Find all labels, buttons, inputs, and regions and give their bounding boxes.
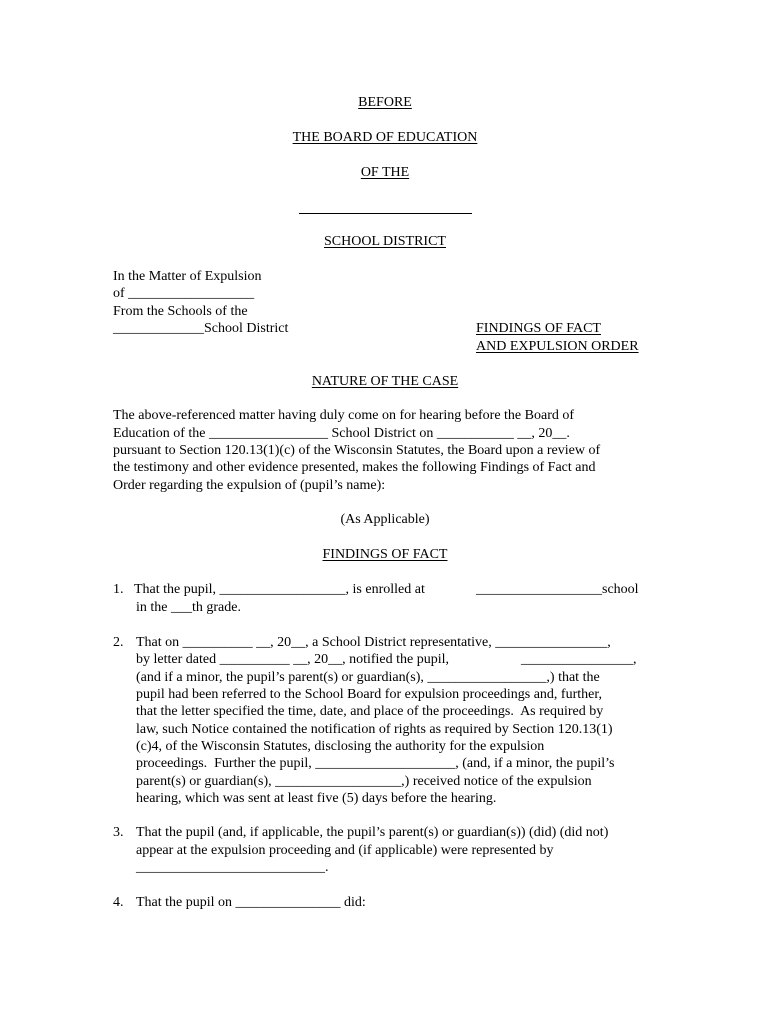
district-name-blank-line <box>299 213 472 214</box>
item-line: That the pupil (and, if applicable, the pupil’s parent(s) or guardian(s)) (did) (did not) <box>136 825 609 840</box>
nature-line: Education of the _________________ School District on ___________ __, 20__. <box>113 426 570 441</box>
findings-title-line-1: FINDINGS OF FACT <box>476 321 601 336</box>
nature-line: The above-referenced matter having duly come on for hearing before the Board of <box>113 408 575 423</box>
nature-line: the testimony and other evidence presented, makes the following Findings of Fact and <box>113 460 596 475</box>
findings-of-fact-heading: FINDINGS OF FACT <box>322 547 448 562</box>
matter-line-4: _____________School District <box>113 321 289 336</box>
item-line: (and if a minor, the pupil’s parent(s) or guardian(s), _________________,) that the <box>136 670 600 685</box>
item-line: (c)4, of the Wisconsin Statutes, disclosing the authority for the expulsion <box>136 739 545 754</box>
item-number: 2. <box>113 635 124 650</box>
item-line: __________________school <box>476 582 639 597</box>
item-line: That the pupil, __________________, is enrolled at <box>134 582 425 597</box>
item-line: hearing, which was sent at least five (5) days before the hearing. <box>136 791 497 806</box>
heading-before: BEFORE <box>358 95 412 110</box>
matter-line-3: From the Schools of the <box>113 304 248 319</box>
as-applicable-note: (As Applicable) <box>340 512 430 527</box>
item-number: 3. <box>113 825 124 840</box>
heading-of-the: OF THE <box>360 165 410 180</box>
heading-school-district: SCHOOL DISTRICT <box>324 234 446 249</box>
item-line: That the pupil on _______________ did: <box>136 895 366 910</box>
item-line: That on __________ __, 20__, a School District representative, ________________, <box>136 635 611 650</box>
nature-line: Order regarding the expulsion of (pupil’s name): <box>113 478 386 493</box>
item-line: ___________________________. <box>136 860 329 875</box>
nature-line: pursuant to Section 120.13(1)(c) of the Wisconsin Statutes, the Board upon a review of <box>113 443 601 458</box>
item-line: that the letter specified the time, date, and place of the proceedings. As required by <box>136 704 604 719</box>
item-number: 1. <box>113 582 124 597</box>
item-number: 4. <box>113 895 124 910</box>
matter-line-1: In the Matter of Expulsion <box>113 269 262 284</box>
heading-board: THE BOARD OF EDUCATION <box>292 130 478 145</box>
item-line: by letter dated __________ __, 20__, notified the pupil, <box>136 652 450 667</box>
matter-line-2: of __________________ <box>113 286 255 301</box>
item-line: appear at the expulsion proceeding and (if applicable) were represented by <box>136 843 554 858</box>
item-line: law, such Notice contained the notification of rights as required by Section 120.13(1) <box>136 722 613 737</box>
item-line: parent(s) or guardian(s), __________________,) received notice of the expulsion <box>136 774 592 789</box>
item-line: ________________, <box>521 652 637 667</box>
findings-title-line-2: AND EXPULSION ORDER <box>476 339 639 354</box>
item-line: proceedings. Further the pupil, ____________________, (and, if a minor, the pupil’s <box>136 756 615 771</box>
item-line: pupil had been referred to the School Board for expulsion proceedings and, further, <box>136 687 602 702</box>
nature-of-case-title: NATURE OF THE CASE <box>311 374 459 389</box>
item-line: in the ___th grade. <box>136 600 241 615</box>
